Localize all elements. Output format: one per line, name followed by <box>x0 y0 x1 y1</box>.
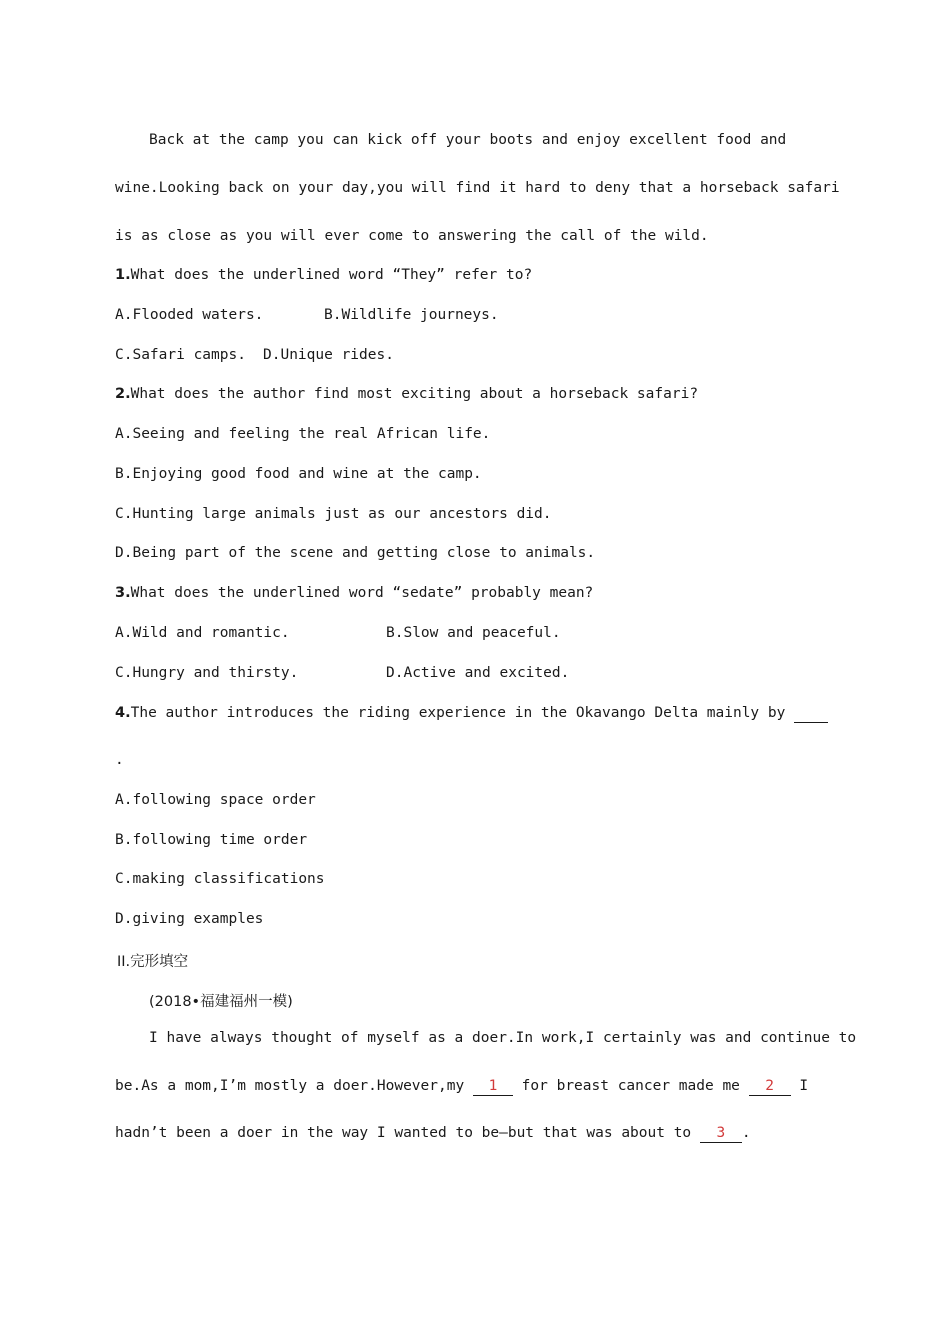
question-1 <box>115 267 532 283</box>
passage-line-1: Back at the camp you can kick off your boots and enjoy excellent food and <box>149 132 787 148</box>
q1-option-a: A.Flooded waters. <box>115 307 264 323</box>
passage-line-3: is as close as you will ever come to answering the call of the wild. <box>115 228 709 244</box>
question-stem: What does the underlined word “They” refer to? <box>130 267 533 283</box>
question-stem: What does the author find most exciting about a horseback safari? <box>130 386 699 402</box>
cloze-blank-1[interactable]: 1 <box>473 1079 513 1096</box>
cloze-line-2 <box>115 1078 808 1096</box>
q1-option-d: D.Unique rides. <box>263 347 394 363</box>
section-source: (2018•福建福州一模) <box>149 994 293 1010</box>
cloze-line-1: I have always thought of myself as a doer.In work,I certainly was and continue to <box>149 1030 857 1046</box>
q1-option-c: C.Safari camps. <box>115 347 246 363</box>
question-number: 4. <box>115 705 131 721</box>
cloze-blank-3[interactable]: 3 <box>700 1126 742 1143</box>
q4-stem-end: . <box>115 752 124 768</box>
cloze-text: . <box>741 1125 751 1141</box>
question-number: 2. <box>115 386 131 402</box>
q3-option-d: D.Active and excited. <box>386 665 570 681</box>
question-3 <box>115 585 593 601</box>
q2-option-d: D.Being part of the scene and getting close to animals. <box>115 545 596 561</box>
q4-option-b: B.following time order <box>115 832 308 848</box>
q2-option-b: B.Enjoying good food and wine at the camp. <box>115 466 482 482</box>
q3-option-c: C.Hungry and thirsty. <box>115 665 299 681</box>
cloze-blank-2[interactable]: 2 <box>749 1079 791 1096</box>
q4-option-c: C.making classifications <box>115 871 325 887</box>
cloze-text: be.As a mom,I’m mostly a doer.However,my <box>115 1078 465 1094</box>
question-stem: What does the underlined word “sedate” probably mean? <box>130 585 594 601</box>
question-number: 1. <box>115 267 131 283</box>
cloze-text: for breast cancer made me <box>521 1078 740 1094</box>
q2-option-a: A.Seeing and feeling the real African life. <box>115 426 491 442</box>
q2-option-c: C.Hunting large animals just as our ancestors did. <box>115 506 552 522</box>
question-number: 3. <box>115 585 131 601</box>
q3-option-b: B.Slow and peaceful. <box>386 625 561 641</box>
section-heading: II.完形填空 <box>117 954 189 970</box>
cloze-line-3 <box>115 1125 751 1143</box>
cloze-text: hadn’t been a doer in the way I wanted to be—but that was about to <box>115 1125 692 1141</box>
q1-option-b: B.Wildlife journeys. <box>324 307 499 323</box>
question-4 <box>115 705 828 723</box>
question-2 <box>115 386 698 402</box>
q4-option-d: D.giving examples <box>115 911 264 927</box>
question-stem: The author introduces the riding experience in the Okavango Delta mainly by <box>130 705 786 721</box>
answer-blank[interactable] <box>794 706 828 723</box>
passage-line-2: wine.Looking back on your day,you will find it hard to deny that a horseback safari <box>115 180 840 196</box>
q4-option-a: A.following space order <box>115 792 316 808</box>
q3-option-a: A.Wild and romantic. <box>115 625 290 641</box>
cloze-text: I <box>799 1078 809 1094</box>
